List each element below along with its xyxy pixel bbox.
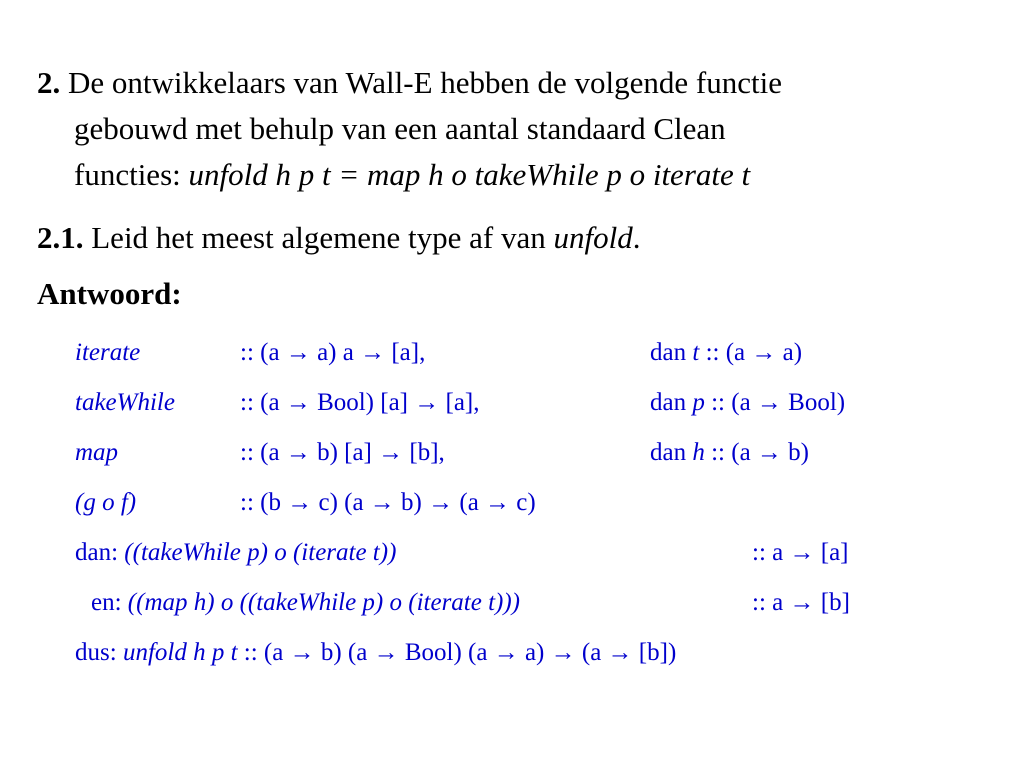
derivation-signature: :: a → [a] [752, 539, 849, 566]
type-name: takeWhile [75, 389, 175, 416]
question-paragraph [37, 67, 782, 190]
conclusion-expression: unfold h p t [122, 639, 238, 666]
question-line1: De ontwikkelaars van Wall-E hebben de volgende functie [68, 65, 782, 100]
derivation-signature: :: a → [b] [752, 589, 850, 616]
question-line3-prefix: functies: [74, 157, 189, 192]
type-name: map [75, 439, 119, 466]
type-signature: :: (a → Bool) [a] → [a], [240, 389, 480, 416]
conclusion-row: dus: unfold h p t :: (a → b) (a → Bool) (a → a) → (a → [b]) [75, 639, 677, 666]
type-name: iterate [75, 339, 141, 366]
derivation-expression: en: ((map h) o ((takeWhile p) o (iterate t))) [91, 589, 521, 616]
type-signature: :: (b → c) (a → b) → (a → c) [240, 489, 536, 516]
conclusion-signature: :: (a → b) (a → Bool) (a → a) → (a → [b]) [237, 639, 677, 666]
subquestion-text: Leid het meest algemene type af van [83, 220, 554, 255]
type-var-signature: dan t :: (a → a) [650, 339, 803, 366]
derivation-expression: dan: ((takeWhile p) o (iterate t)) [75, 539, 397, 566]
subquestion-number: 2.1. [37, 220, 84, 255]
question-line2: gebouwd met behulp van een aantal standaard Clean [74, 111, 726, 146]
subquestion-end: . [632, 220, 641, 255]
type-signature: :: (a → a) a → [a], [240, 339, 426, 366]
type-signature: :: (a → b) [a] → [b], [240, 439, 445, 466]
type-var-signature: dan h :: (a → b) [650, 439, 809, 466]
type-var-signature: dan p :: (a → Bool) [650, 389, 846, 416]
answer-label: Antwoord: [37, 276, 182, 311]
question-number: 2. [37, 65, 61, 100]
unfold-definition: unfold h p t = map h o takeWhile p o iterate t [188, 157, 751, 192]
subquestion-fn: unfold [553, 220, 633, 255]
question-line3 [37, 159, 782, 190]
subquestion [37, 222, 640, 253]
type-name: (g o f) [75, 489, 137, 516]
